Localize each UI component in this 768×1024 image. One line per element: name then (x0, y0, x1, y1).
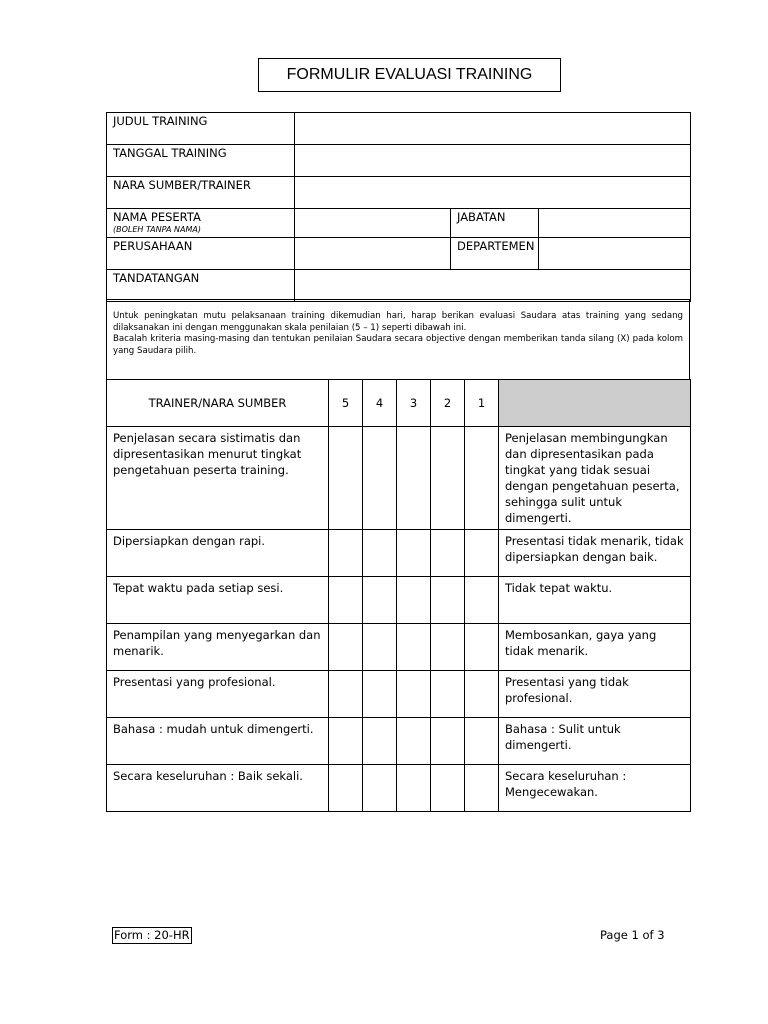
score-cell-2[interactable] (431, 671, 465, 718)
table-row (107, 530, 691, 577)
evaluation-header-row (107, 380, 691, 427)
header-score-3: 3 (397, 380, 431, 427)
label-nama-peserta: NAMA PESERTA (113, 210, 201, 224)
table-row (107, 577, 691, 624)
form-title-text: FORMULIR EVALUASI TRAINING (286, 66, 533, 83)
field-jabatan[interactable] (539, 209, 691, 238)
criteria-negative: Membosankan, gaya yang tidak menarik. (499, 624, 691, 671)
score-cell-1[interactable] (465, 624, 499, 671)
score-cell-1[interactable] (465, 530, 499, 577)
score-cell-1[interactable] (465, 577, 499, 624)
score-cell-4[interactable] (363, 427, 397, 530)
criteria-positive: Presentasi yang profesional. (107, 671, 329, 718)
score-cell-1[interactable] (465, 671, 499, 718)
table-row (107, 427, 691, 530)
criteria-negative: Tidak tepat waktu. (499, 577, 691, 624)
field-judul-training[interactable] (295, 113, 691, 145)
criteria-negative: Presentasi yang tidak profesional. (499, 671, 691, 718)
info-row-perusahaan (107, 238, 691, 270)
criteria-positive: Secara keseluruhan : Baik sekali. (107, 765, 329, 812)
score-cell-5[interactable] (329, 671, 363, 718)
label-tanggal-training: TANGGAL TRAINING (107, 145, 295, 177)
instructions-cell (107, 300, 690, 380)
score-cell-2[interactable] (431, 624, 465, 671)
score-cell-4[interactable] (363, 718, 397, 765)
score-cell-2[interactable] (431, 427, 465, 530)
page-number: Page 1 of 3 (600, 928, 665, 942)
field-departemen[interactable] (539, 238, 691, 270)
table-row (107, 624, 691, 671)
table-row (107, 671, 691, 718)
score-cell-3[interactable] (397, 577, 431, 624)
table-row (107, 718, 691, 765)
header-shaded-cell (499, 380, 691, 427)
criteria-negative: Penjelasan membingungkan dan dipresentasikan pada tingkat yang tidak sesuai dengan pengetahuan peserta, sehingga sulit untuk dimengerti. (499, 427, 691, 530)
label-cell-nama-peserta (107, 209, 295, 238)
training-info-table (106, 112, 691, 302)
criteria-positive: Dipersiapkan dengan rapi. (107, 530, 329, 577)
field-perusahaan[interactable] (295, 238, 451, 270)
criteria-negative: Bahasa : Sulit untuk dimengerti. (499, 718, 691, 765)
score-cell-5[interactable] (329, 427, 363, 530)
header-score-1: 1 (465, 380, 499, 427)
score-cell-3[interactable] (397, 624, 431, 671)
score-cell-5[interactable] (329, 765, 363, 812)
label-boleh-tanpa-nama: (BOLEH TANPA NAMA) (113, 225, 201, 234)
score-cell-5[interactable] (329, 530, 363, 577)
label-departemen: DEPARTEMEN (451, 238, 539, 270)
score-cell-1[interactable] (465, 427, 499, 530)
field-nama-peserta[interactable] (295, 209, 451, 238)
score-cell-2[interactable] (431, 530, 465, 577)
score-cell-4[interactable] (363, 577, 397, 624)
criteria-positive: Tepat waktu pada setiap sesi. (107, 577, 329, 624)
instructions-paragraph-2: Bacalah kriteria masing-masing dan tentukan penilaian Saudara secara objective dengan memberikan tanda silang (X) pada kolom yang Saudara pilih. (113, 334, 683, 356)
field-tanggal-training[interactable] (295, 145, 691, 177)
label-perusahaan: PERUSAHAAN (107, 238, 295, 270)
info-row-nama-peserta (107, 209, 691, 238)
info-row-tandatangan (107, 270, 691, 302)
criteria-positive: Bahasa : mudah untuk dimengerti. (107, 718, 329, 765)
score-cell-5[interactable] (329, 624, 363, 671)
score-cell-4[interactable] (363, 671, 397, 718)
score-cell-3[interactable] (397, 765, 431, 812)
score-cell-2[interactable] (431, 577, 465, 624)
criteria-negative: Secara keseluruhan : Mengecewakan. (499, 765, 691, 812)
field-tandatangan[interactable] (295, 270, 691, 302)
score-cell-4[interactable] (363, 530, 397, 577)
score-cell-4[interactable] (363, 624, 397, 671)
score-cell-5[interactable] (329, 718, 363, 765)
evaluation-table (106, 379, 691, 812)
score-cell-3[interactable] (397, 427, 431, 530)
info-row-judul (107, 113, 691, 145)
label-judul-training: JUDUL TRAINING (107, 113, 295, 145)
score-cell-5[interactable] (329, 577, 363, 624)
instructions-box (106, 299, 690, 380)
criteria-positive: Penampilan yang menyegarkan dan menarik. (107, 624, 329, 671)
info-row-nara-sumber (107, 177, 691, 209)
form-code: Form : 20-HR (114, 928, 190, 942)
field-nara-sumber[interactable] (295, 177, 691, 209)
criteria-positive: Penjelasan secara sistimatis dan dipresentasikan menurut tingkat pengetahuan peserta training. (107, 427, 329, 530)
info-row-tanggal (107, 145, 691, 177)
score-cell-3[interactable] (397, 718, 431, 765)
score-cell-2[interactable] (431, 765, 465, 812)
score-cell-3[interactable] (397, 530, 431, 577)
criteria-negative: Presentasi tidak menarik, tidak dipersiapkan dengan baik. (499, 530, 691, 577)
header-trainer: TRAINER/NARA SUMBER (107, 380, 329, 427)
instructions-paragraph-1: Untuk peningkatan mutu pelaksanaan training dikemudian hari, harap berikan evaluasi Saudara atas training yang sedang dilaksanakan ini dengan menggunakan skala penilaian (5 – 1) seperti dibawah ini. (113, 311, 683, 333)
header-score-2: 2 (431, 380, 465, 427)
score-cell-1[interactable] (465, 718, 499, 765)
score-cell-3[interactable] (397, 671, 431, 718)
label-nara-sumber: NARA SUMBER/TRAINER (107, 177, 295, 209)
header-score-5: 5 (329, 380, 363, 427)
form-title (258, 58, 561, 92)
score-cell-1[interactable] (465, 765, 499, 812)
score-cell-2[interactable] (431, 718, 465, 765)
label-tandatangan: TANDATANGAN (107, 270, 295, 302)
header-score-4: 4 (363, 380, 397, 427)
score-cell-4[interactable] (363, 765, 397, 812)
table-row (107, 765, 691, 812)
label-jabatan: JABATAN (451, 209, 539, 238)
